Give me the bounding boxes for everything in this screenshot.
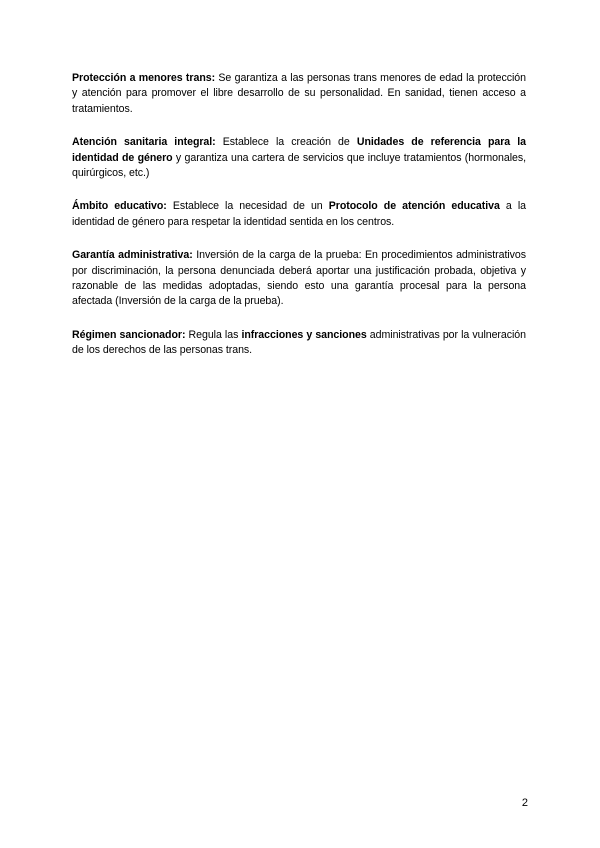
paragraph-proteccion-menores — [72, 71, 526, 117]
paragraph-emphasis: infracciones y sanciones — [241, 328, 367, 341]
page-number: 2 — [521, 797, 528, 809]
paragraph-emphasis: Unidades de referencia para la identidad de género — [72, 136, 527, 164]
paragraph-text: y garantiza una cartera de servicios que incluye tratamientos (hormonales, quirúrgicos, etc.) — [72, 151, 526, 180]
paragraph-emphasis: Protocolo de atención educativa — [328, 200, 500, 213]
paragraph-garantia-administrativa — [72, 248, 526, 310]
paragraph-heading: Protección a menores trans: — [72, 72, 216, 84]
paragraph-ambito-educativo — [72, 199, 526, 230]
paragraph-heading: Atención sanitaria integral: — [72, 136, 216, 149]
paragraph-atencion-sanitaria — [72, 135, 526, 181]
document-body — [72, 71, 526, 377]
paragraph-text: Se garantiza a las personas trans menores de edad la protección y atención para promover el libre desarrollo de su personalidad. En sanidad, tienen acceso a tratamientos. — [72, 72, 526, 115]
paragraph-heading: Ámbito educativo: — [72, 200, 167, 213]
paragraph-text: Establece la creación de — [215, 136, 357, 149]
paragraph-text: Establece la necesidad de un — [166, 200, 329, 213]
paragraph-text: administrativas por la vulneración de los derechos de las personas trans. — [72, 328, 526, 357]
paragraph-text: Regula las — [185, 328, 242, 341]
paragraph-heading: Régimen sancionador: — [72, 328, 186, 341]
paragraph-regimen-sancionador — [72, 328, 526, 359]
paragraph-heading: Garantía administrativa: — [72, 249, 193, 262]
paragraph-text: Inversión de la carga de la prueba: En procedimientos administrativos por discriminación, la persona denunciada deberá aportar una justificación probada, objetiva y razonable de las medidas adoptadas, siendo esto una garantía procesal para la persona afectada (Inversión de la carga de la prueba). — [72, 249, 526, 308]
paragraph-text: a la identidad de género para respetar la identidad sentida en los centros. — [72, 200, 527, 228]
